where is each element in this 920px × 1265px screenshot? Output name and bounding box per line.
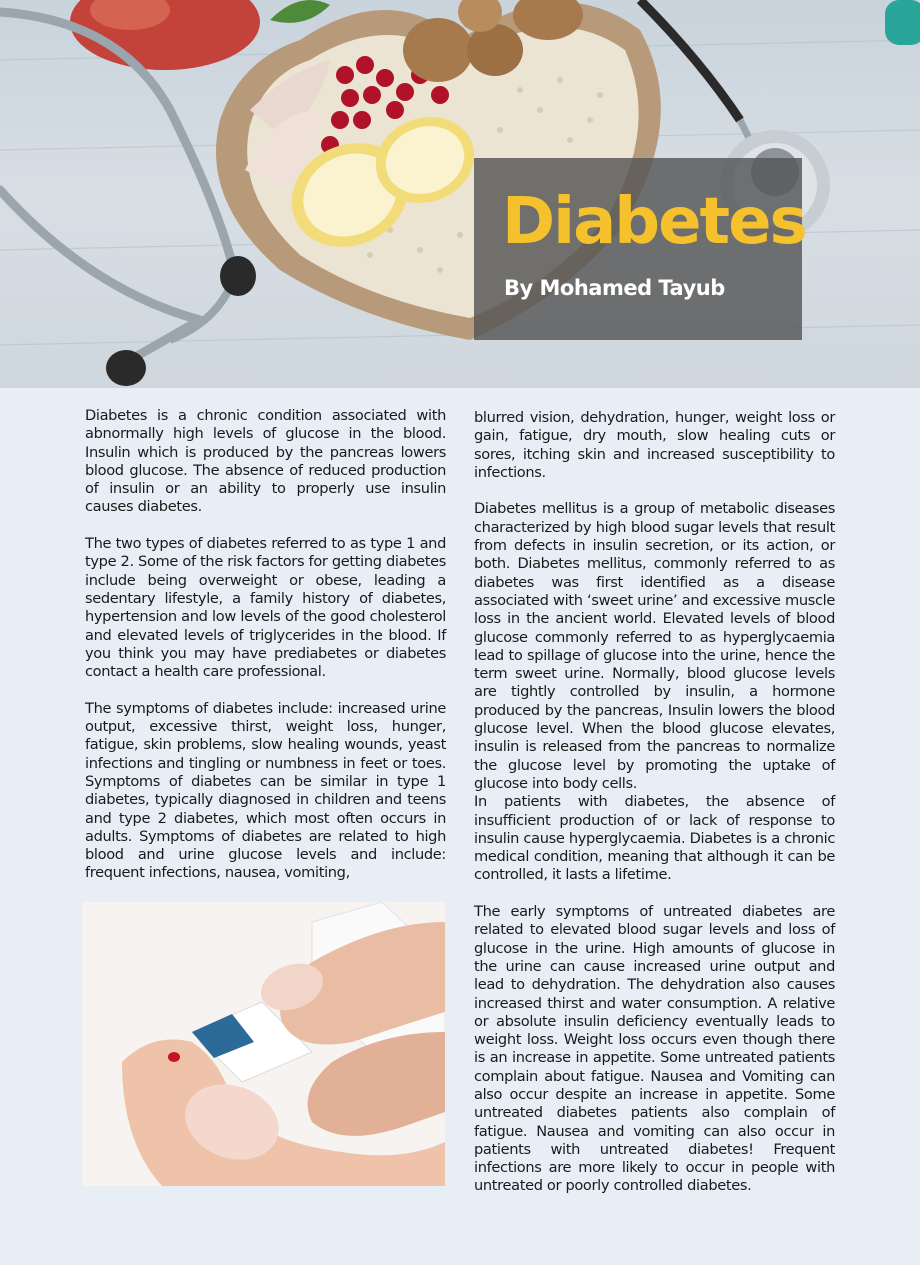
paragraph: The symptoms of diabetes include: increased urine output, excessive thirst, weight loss, hunger, fatigue, skin problems, slow healing wounds, yeast infections and tingling or numbness in feet or toes. Symptoms of diabetes can be similar in type 1 diabetes, typically diagnosed in children and teens and type 2 diabetes, which most often occurs in adults. Symptoms of diabetes are related to high blood and urine glucose levels and include: frequent infections, nausea, vomiting, (85, 699, 446, 882)
hero-image (0, 0, 920, 388)
title-box (474, 158, 806, 340)
blood-test-photo (82, 902, 445, 1186)
paragraph: The two types of diabetes referred to as type 1 and type 2. Some of the risk factors for getting diabetes include being overweight or obese, leading a sedentary lifestyle, a family history of diabetes, hypertension and low levels of the good cholesterol and elevated levels of triglycerides in the blood. If you think you may have prediabetes or diabetes contact a health care professional. (85, 535, 446, 681)
article-byline: By Mohamed Tayub (504, 276, 725, 300)
paragraph: Diabetes is a chronic condition associated with abnormally high levels of glucose in the blood. Insulin which is produced by the pancreas lowers blood glucose. The absence of reduced production of insulin or an ability to properly use insulin causes diabetes. (85, 407, 446, 516)
right-column (474, 409, 835, 1196)
paragraph: The early symptoms of untreated diabetes are related to elevated blood sugar levels and loss of glucose in the urine. High amounts of glucose in the urine can cause increased urine output and lead to dehydration. The dehydration also causes increased thirst and water consumption. A relative or absolute insulin deficiency eventually leads to weight loss. Weight loss occurs even though there is an increase in appetite. Some untreated patients complain about fatigue. Nausea and Vomiting can also occur despite an increase in appetite. Some untreated diabetes patients also complain of fatigue. Nausea and vomiting can also occur in patients with untreated diabetes! Frequent infections are more likely to occur in people with untreated or poorly controlled diabetes. (474, 903, 835, 1195)
paragraph: Diabetes mellitus is a group of metabolic diseases characterized by high blood sugar levels that result from defects in insulin secretion, or its action, or both. Diabetes mellitus, commonly referred to as diabetes was first identified as a disease associated with ‘sweet urine’ and excessive muscle loss in the ancient world. Elevated levels of blood glucose commonly referred to as hyperglycaemia lead to spillage of glucose into the urine, hence the term sweet urine. Normally, blood glucose levels are tightly controlled by insulin, a hormone produced by the pancreas, Insulin lowers the blood glucose level. When the blood glucose elevates, insulin is released from the pancreas to normalize the glucose level by promoting the uptake of glucose into body cells. (474, 500, 835, 792)
paragraph: blurred vision, dehydration, hunger, weight loss or gain, fatigue, dry mouth, slow healing cuts or sores, itching skin and increased susceptibility to infections. (474, 409, 835, 481)
finger-blood-test-strip-image (82, 902, 445, 1186)
article-title: Diabetes (502, 185, 806, 259)
left-column (85, 407, 446, 883)
paragraph: In patients with diabetes, the absence of insufficient production of or lack of response to insulin cause hyperglycaemia. Diabetes is a chronic medical condition, meaning that although it can be controlled, it lasts a lifetime. (474, 793, 835, 884)
